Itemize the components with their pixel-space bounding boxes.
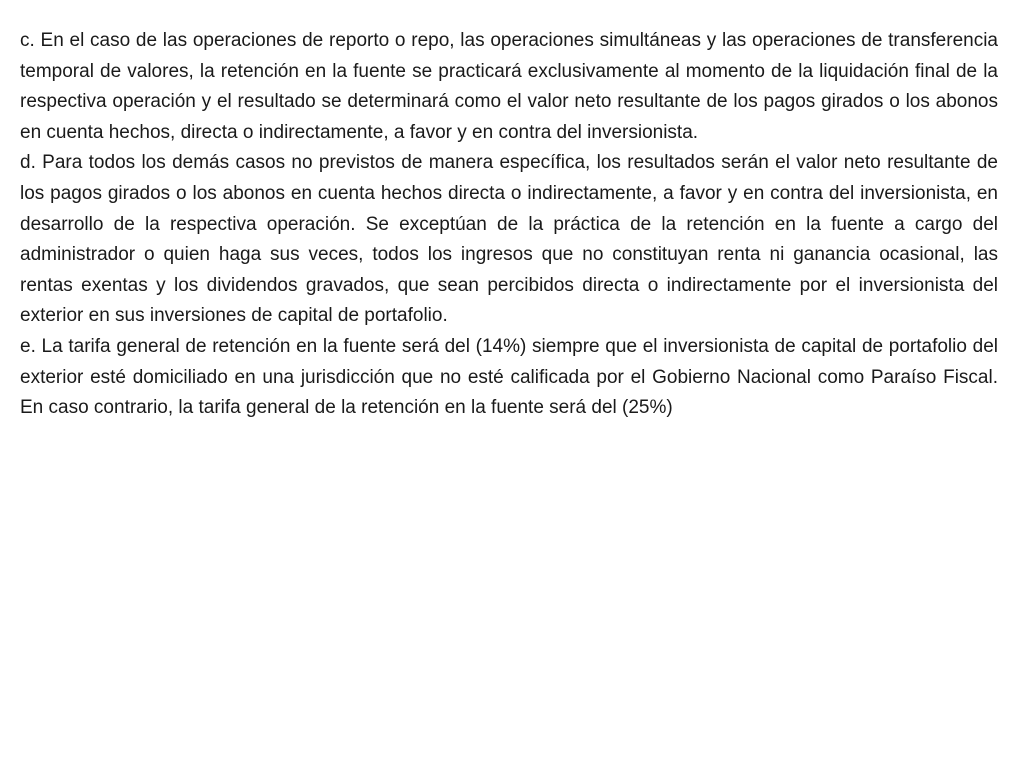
text-body	[20, 26, 998, 424]
paragraph-d: d. Para todos los demás casos no previstos de manera específica, los resultados serán el valor neto resultante de los pagos girados o los abonos en cuenta hechos directa o indirectamente, a favor y en contra del inversionista, en desarrollo de la respectiva operación. Se exceptúan de la práctica de la retención en la fuente a cargo del administrador o quien haga sus veces, todos los ingresos que no constituyan renta ni ganancia ocasional, las rentas exentas y los dividendos gravados, que sean percibidos directa o indirectamente por el inversionista del exterior en sus inversiones de capital de portafolio.	[20, 152, 998, 327]
paragraph-c: c. En el caso de las operaciones de reporto o repo, las operaciones simultáneas y las operaciones de transferencia temporal de valores, la retención en la fuente se practicará exclusivamente al momento de la liquidación final de la respectiva operación y el resultado se determinará como el valor neto resultante de los pagos girados o los abonos en cuenta hechos, directa o indirectamente, a favor y en contra del inversionista.	[20, 30, 998, 143]
paragraph-e: e. La tarifa general de retención en la fuente será del (14%) siempre que el inversionista de capital de portafolio del exterior esté domiciliado en una jurisdicción que no esté calificada por el Gobierno Nacional como Paraíso Fiscal. En caso contrario, la tarifa general de la retención en la fuente será del (25%)	[20, 335, 998, 419]
